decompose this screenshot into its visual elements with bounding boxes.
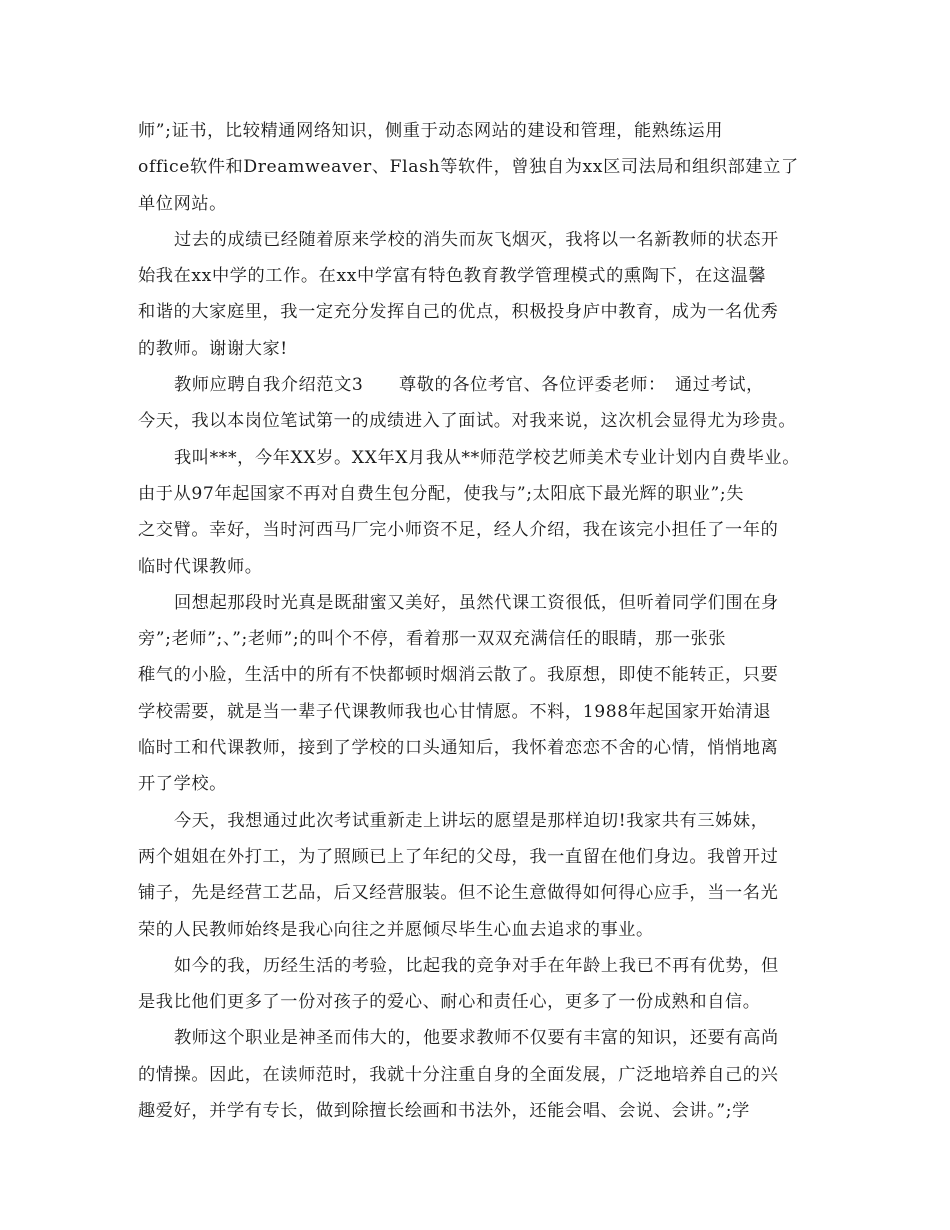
document-text-line: 单位网站。 — [138, 193, 227, 214]
document-text-line: 的教师。谢谢大家! — [138, 338, 288, 359]
document-text-line: 我叫***，今年XX岁。XX年X月我从**师范学校艺师美术专业计划内自费毕业。 — [174, 447, 800, 468]
document-text-line: 教师应聘自我介绍范文3 尊敬的各位考官、各位评委老师： 通过考试， — [174, 375, 764, 396]
document-text-line: 荣的人民教师始终是我心向往之并愿倾尽毕生心血去追求的事业。 — [138, 919, 654, 940]
document-text-line: 师”;证书，比较精通网络知识，侧重于动态网站的建设和管理，能熟练运用 — [138, 121, 723, 141]
document-text-line: 始我在xx中学的工作。在xx中学富有特色教育教学管理模式的熏陶下，在这温馨 — [138, 266, 767, 287]
document-text-line: 教师这个职业是神圣而伟大的，他要求教师不仅要有丰富的知识，还要有高尚 — [174, 1028, 779, 1049]
document-text-line: 如今的我，历经生活的考验，比起我的竞争对手在年龄上我已不再有优势，但 — [174, 955, 779, 976]
document-text-line: 的情操。因此，在读师范时，我就十分注重自身的全面发展，广泛地培养自己的兴 — [138, 1064, 779, 1085]
document-text-line: 之交臂。幸好，当时河西马厂完小师资不足，经人介绍，我在该完小担任了一年的 — [138, 520, 779, 541]
document-text-line: 趣爱好，并学有专长，做到除擅长绘画和书法外，还能会唱、会说、会讲。”;学 — [138, 1101, 750, 1122]
document-text-line: 开了学校。 — [138, 774, 227, 795]
document-text-line: 和谐的大家庭里，我一定充分发挥自己的优点，积极投身庐中教育，成为一名优秀 — [138, 302, 779, 323]
document-text-line: 铺子，先是经营工艺品，后又经营服装。但不论生意做得如何得心应手，当一名光 — [138, 883, 779, 904]
document-text-line: 两个姐姐在外打工，为了照顾已上了年纪的父母，我一直留在他们身边。我曾开过 — [138, 846, 779, 867]
document-text-line: 临时工和代课教师，接到了学校的口头通知后，我怀着恋恋不舍的心情，悄悄地离 — [138, 738, 779, 759]
document-text-line: 今天，我想通过此次考试重新走上讲坛的愿望是那样迫切!我家共有三姊妹， — [174, 810, 769, 831]
document-text-line: 旁”;老师”;、”;老师”;的叫个不停，看着那一双双充满信任的眼睛，那一张张 — [138, 629, 727, 650]
document-text-line: office软件和Dreamweaver、Flash等软件，曾独自为xx区司法局和组织部建立了 — [138, 157, 799, 178]
document-text-line: 回想起那段时光真是既甜蜜又美好，虽然代课工资很低，但听着同学们围在身 — [174, 592, 779, 613]
document-text-line: 由于从97年起国家不再对自费生包分配，使我与”;太阳底下最光辉的职业”;失 — [138, 483, 745, 504]
document-body — [138, 113, 828, 1129]
document-text-line: 临时代课教师。 — [138, 556, 263, 577]
document-text-line: 过去的成绩已经随着原来学校的消失而灰飞烟灭，我将以一名新教师的状态开 — [174, 229, 779, 250]
document-text-line: 是我比他们更多了一份对孩子的爱心、耐心和责任心，更多了一份成熟和自信。 — [138, 992, 761, 1013]
document-text-line: 稚气的小脸，生活中的所有不快都顿时烟消云散了。我原想，即使不能转正，只要 — [138, 665, 779, 686]
document-text-line: 今天，我以本岗位笔试第一的成绩进入了面试。对我来说，这次机会显得尤为珍贵。 — [138, 411, 797, 432]
document-text-line: 学校需要，就是当一辈子代课教师我也心甘情愿。不料，1988年起国家开始清退 — [138, 701, 772, 722]
